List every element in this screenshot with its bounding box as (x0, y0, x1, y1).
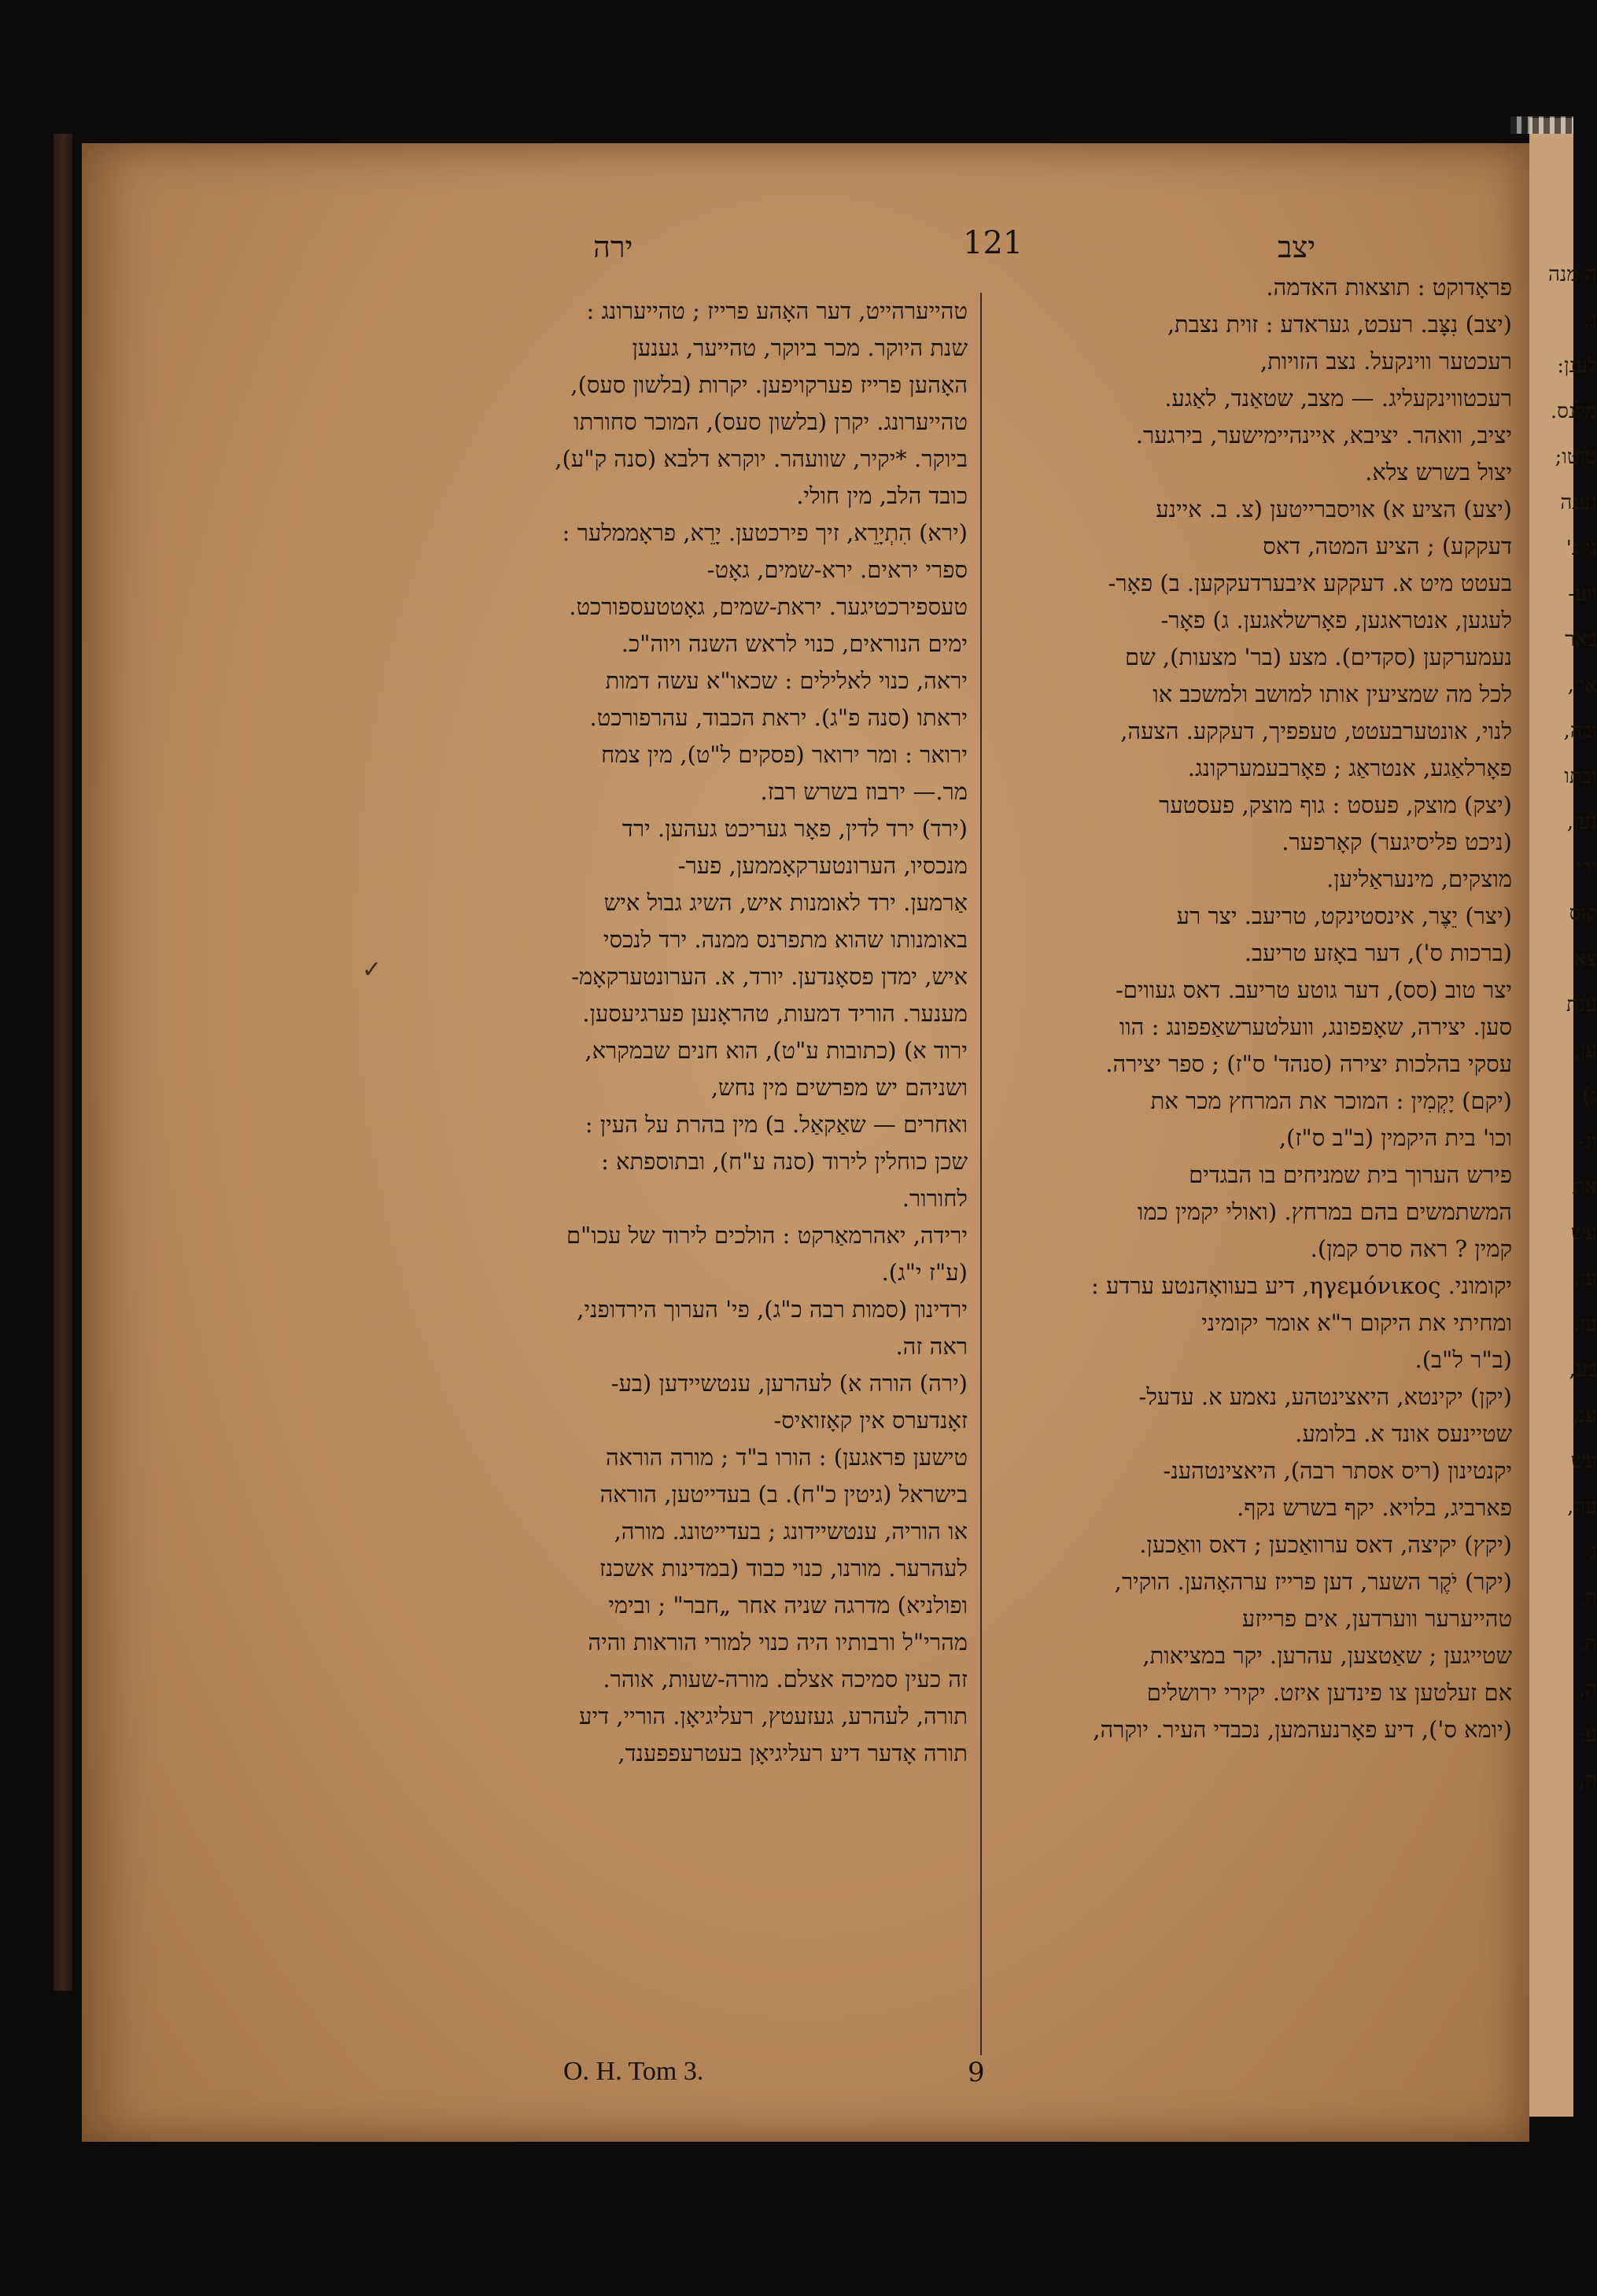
text-line: דעקקע) ; הציע המטה, דאס (1263, 533, 1512, 559)
text-line: ג) (1582, 1084, 1597, 1108)
text-line: פאָרלאַגע, אנטראַג ; פאָרבעמערקונג. (1187, 755, 1512, 781)
text-line: ען, (1573, 1267, 1597, 1290)
text-line: מהרי"ל ורבותיו היה כנוי למורי הוראות והיה (588, 1629, 968, 1656)
text-line: ונ- (1578, 1130, 1597, 1154)
text-line: ה מנה (1547, 263, 1597, 286)
text-line: (יקן) יקינטא, היאצינטהע, נאמע א. עדעל- (1138, 1383, 1512, 1410)
text-line: תורה, לעהרע, געזעטץ, רעליגיאָן. הוריי, דיע (579, 1703, 968, 1729)
text-line: בע, (1569, 1358, 1597, 1382)
text-line: האָהען פרייז פערקויפען. יקרות (בלשון סעס), (570, 371, 968, 398)
text-line: ידי (1576, 856, 1597, 880)
text-line: שנת היוקר. מכר ביוקר, טהייער, גענען (632, 334, 968, 361)
text-line: יראתו (סנה פ"ג). יראת הכבוד, עהרפורכט. (589, 704, 968, 731)
text-line: מנכסיו, הערונטערקאָממען, פער- (677, 852, 968, 879)
facing-page-edge (1529, 118, 1597, 2117)
text-line: זאָנדערס אין קאָזואיס- (773, 1407, 968, 1434)
text-line: רעכטווינקעליג. — מצב, שטאַנד, לאַגע. (1164, 385, 1512, 412)
text-line: (יצק) מוצק, פעסט : גוף מוצק, פעסטער (1158, 792, 1512, 818)
text-line: מלנס. (1550, 400, 1597, 423)
text-line: ת. (1577, 1632, 1597, 1656)
text-line: (ע"ז י"ג). (881, 1259, 968, 1286)
text-line: (יומא ס'), דיע פאָרנעהמען, נכבדי העיר. יוקרה, (1093, 1716, 1512, 1743)
sheet-number: 9 (968, 2057, 985, 2088)
text-line: ג (1590, 1541, 1597, 1564)
text-line: רעכטער ווינקעל. נצב הזויות, (1260, 348, 1512, 375)
text-line: יצול בשרש צלא. (1365, 459, 1512, 485)
text-line: אוי, (1567, 674, 1597, 697)
text-line: טעספירכטיגער. יראת-שמים, גאָטטעספורכט. (569, 593, 968, 620)
text-line: איש, ימדן פסאָנדען. יורד, א. הערונטערקאָמ- (571, 963, 968, 990)
book-cover-edge (53, 134, 72, 1991)
page-footer (82, 2057, 1529, 2096)
text-line: אַרמען. ירד לאומנות איש, השיג גבול איש (603, 889, 968, 916)
text-line: טהייערהייט, דער האָהע פרייז ; טהייערונג : (586, 297, 968, 324)
text-line: פירש הערוך בית שמניחים בו הבגדים (1189, 1161, 1512, 1188)
text-line: ירידה, יאהרמאַרקט : הולכים לירוד של עכו"ם (566, 1222, 968, 1249)
text-line: ע: (1578, 1723, 1597, 1747)
text-line: (יקם) יָקְמִין : המוכר את המרחץ מכר את (1150, 1087, 1512, 1114)
text-line: מר.— ירבוז בשרש רבז. (760, 778, 968, 805)
text-line: פארביג, בלויא. יקף בשרש נקף. (1237, 1494, 1512, 1521)
text-line: ובה, (1563, 719, 1597, 743)
text-line: אם זעלטען צו פינדען איזט. יקירי ירושלים (1146, 1679, 1512, 1706)
text-line: המשתמשים בהם במרחץ. (ואולי יקמין כמו (1137, 1198, 1512, 1225)
text-line: או הוריה, ענטשיידונג ; בעדייטונג. מורה, (614, 1518, 968, 1545)
signature-mark: O. H. Tom 3. (563, 2057, 704, 2086)
text-line: ואחרים — שאַקאַל. ב) מין בהרת על העין : (585, 1111, 968, 1138)
text-line: ביוקר. *יקיר, שוועהר. יוקרא דלבא (סנה ק"ע), (555, 445, 968, 472)
text-line: שטייגען ; שאַטצען, עהרען. יקר במציאות, (1142, 1642, 1512, 1669)
running-head-left: ירה (593, 230, 633, 264)
text-line: יראה, כנוי לאלילים : שכאו"א עשה דמות (605, 667, 968, 694)
text-line: וכו' בית היקמין (ב"ב ס"ז), (1278, 1124, 1512, 1151)
text-line: (ברכות ס'), דער באָזע טריעב. (1244, 939, 1512, 966)
text-line: יצר טוב (סס), דער גוטע טריעב. דאס געווים- (1116, 976, 1512, 1003)
text-line: פראָדוקט : תוצאות האדמה. (1266, 274, 1512, 301)
right-text-column (993, 269, 1512, 1748)
text-line: (יצב) נִצָּב. רעכט, געראדע : זוית נצבת, (1167, 311, 1512, 338)
text-line: בעטט מיט א. דעקקע איבערדעקקען. ב) פאָר- (1108, 570, 1512, 596)
text-line: (יצר) יֵצֶר, אינסטינקט, טריעב. יצר רע (1176, 903, 1512, 929)
text-line: ען, (1573, 1312, 1597, 1336)
text-line: ען, (1573, 1039, 1597, 1062)
text-line: לעהרער. מורנו, כנוי כבוד (במדינות אשכנז (599, 1555, 968, 1582)
text-line: לעגען, אנטראגען, פאָרשלאגען. ג) פאָר- (1160, 607, 1512, 633)
text-line: עה, (1567, 1495, 1597, 1519)
text-line: (ירא) הִתְיָרֵא, זיך פירכטען. יָרֵא, פראָממלער : (562, 519, 968, 546)
margin-pencil-mark: ✓ (362, 956, 382, 984)
text-line: טהייערונג. יקרן (בלשון סעס), המוכר סחורתו (574, 408, 968, 435)
text-line: כובד הלב, מין חולי. (796, 482, 968, 509)
text-line: ענת (1566, 993, 1597, 1017)
column-rule (980, 293, 982, 2055)
text-line: סען. יצירה, שאָפפונג, וועלטערשאַפפונג : הוו (1119, 1013, 1512, 1040)
text-line: ענ, (1572, 1404, 1597, 1427)
text-line: ירואר : ומר ירואר (פסקים ל"ט), מין צמח (601, 741, 968, 768)
text-line: ראה זה. (895, 1333, 968, 1360)
running-head-right: יצב (1278, 230, 1316, 264)
text-line: יקנטינון (ריס אסתר רבה), היאצינטהענ- (1163, 1457, 1512, 1484)
text-line: זה כעין סמיכה אצלם. מורה-שעות, אוהר. (603, 1666, 968, 1692)
text-line: בישראל (גיטין כ"ח). ב) בעדייטען, הוראה (599, 1481, 968, 1508)
text-line: נ. (1584, 308, 1597, 332)
text-line: קוס (1569, 902, 1597, 925)
text-line: לנוי, אונטערבעטט, טעפפיך, דעקקע. הצעה, (1120, 718, 1512, 744)
text-line: ירדינון (סמות רבה כ"ג), פי' הערוך הירדופני, (577, 1296, 968, 1323)
text-line: את (1572, 1176, 1597, 1199)
ribbon-marker (1510, 116, 1573, 134)
text-line: ושניהם יש מפרשים מין נחש, (710, 1074, 968, 1101)
text-line: יקומוני. ηγεμόνικος, דיע בעוואָהנטע ערדע : (1090, 1272, 1512, 1299)
text-line: ה. (1578, 1586, 1597, 1610)
text-line: באומנותו שהוא מתפרנס ממנה. ירד לנכסי (603, 926, 968, 953)
text-line: ובתו (1564, 765, 1597, 788)
text-line: ספרי יראים. ירא-שמים, גאָט- (706, 556, 968, 583)
text-line: (ירה) הורה א) לעהרען, ענטשיידען (בע- (610, 1370, 968, 1397)
text-line: קמין ? ראה סרס קמן). (1310, 1235, 1512, 1262)
text-line: ופולניא) מדרגה שניה אחר „חבר" ; ובימי (608, 1592, 968, 1619)
text-line: עש (1570, 1221, 1597, 1245)
text-line: (ניכט פליסיגער) קאָרפער. (1282, 829, 1512, 855)
text-line: גען, (1566, 810, 1597, 834)
text-line: לחורור. (902, 1185, 968, 1212)
text-line: מוצקים, מינעראַליען. (1326, 866, 1512, 892)
text-line: ימים הנוראים, כנוי לראש השנה ויוה"כ. (621, 630, 968, 657)
text-line: (יקר) יֹקֶר השער, דען פרייז ערהאָהען. הוקיר, (1114, 1568, 1512, 1595)
text-line: שכן כוחלין לירוד (סנה ע"ח), ובתוספתא : (601, 1148, 968, 1175)
text-line: נענה (1560, 491, 1597, 515)
page-number: 121 (963, 225, 1023, 261)
text-line: לענן: (1557, 354, 1597, 378)
text-line: (יקץ) יקיצה, דאס ערוואַכען ; דאס וואַכען. (1139, 1531, 1512, 1558)
text-line: טהייערער ווערדען, אים פרייזע (1241, 1605, 1512, 1632)
text-line: (ב"ר ל"ב). (1414, 1346, 1512, 1373)
text-line: ה, (1578, 1769, 1597, 1792)
text-line: לכל מה שמציעין אותו למושב ולמשכב או (1153, 681, 1512, 707)
text-line: ירוד א) (כתובות ע"ט), הוא חנים שבמקרא, (585, 1037, 968, 1064)
text-line: שטיינעס אונד א. בלומע. (1295, 1420, 1512, 1447)
text-line: טישען פראגען) : הורו ב"ד ; מורה הוראה (605, 1444, 968, 1471)
text-line: נעמערקען (סקדים). מצע (בר' מצעות), שם (1125, 644, 1512, 670)
text-line: ני ג' (1566, 537, 1597, 560)
text-line: ווע- (1568, 582, 1597, 606)
text-line: (ירד) ירד לדין, פאָר געריכט געהען. ירד (621, 815, 968, 842)
text-line: יציב, וואהר. יציבא, איינהיימישער, בירגער. (1135, 422, 1512, 448)
text-line: עש (1570, 1449, 1597, 1473)
text-line: צא (1573, 947, 1597, 971)
text-line: (יצע) הציע א) אויסברייטען (צ. ב. איינע (1156, 496, 1512, 522)
text-line: מענער. הוריד דמעות, טהראָנען פערגיעסען. (582, 1000, 968, 1027)
text-line: ומחיתי את היקום ר"א אומר יקומיני (1201, 1309, 1512, 1336)
facing-page-fragments (1534, 252, 1597, 1803)
left-text-column (417, 293, 968, 1772)
text-line: תורה אָדער דיע רעליגיאָן בעטרעפפענד, (618, 1740, 968, 1766)
text-line: טוטו; (1555, 445, 1597, 469)
text-line: עסקי בהלכות יצירה (סנהד' ס"ז) ; ספר יצירה. (1105, 1050, 1512, 1077)
text-line: ה, (1578, 1678, 1597, 1701)
text-line: באר (1565, 628, 1597, 652)
